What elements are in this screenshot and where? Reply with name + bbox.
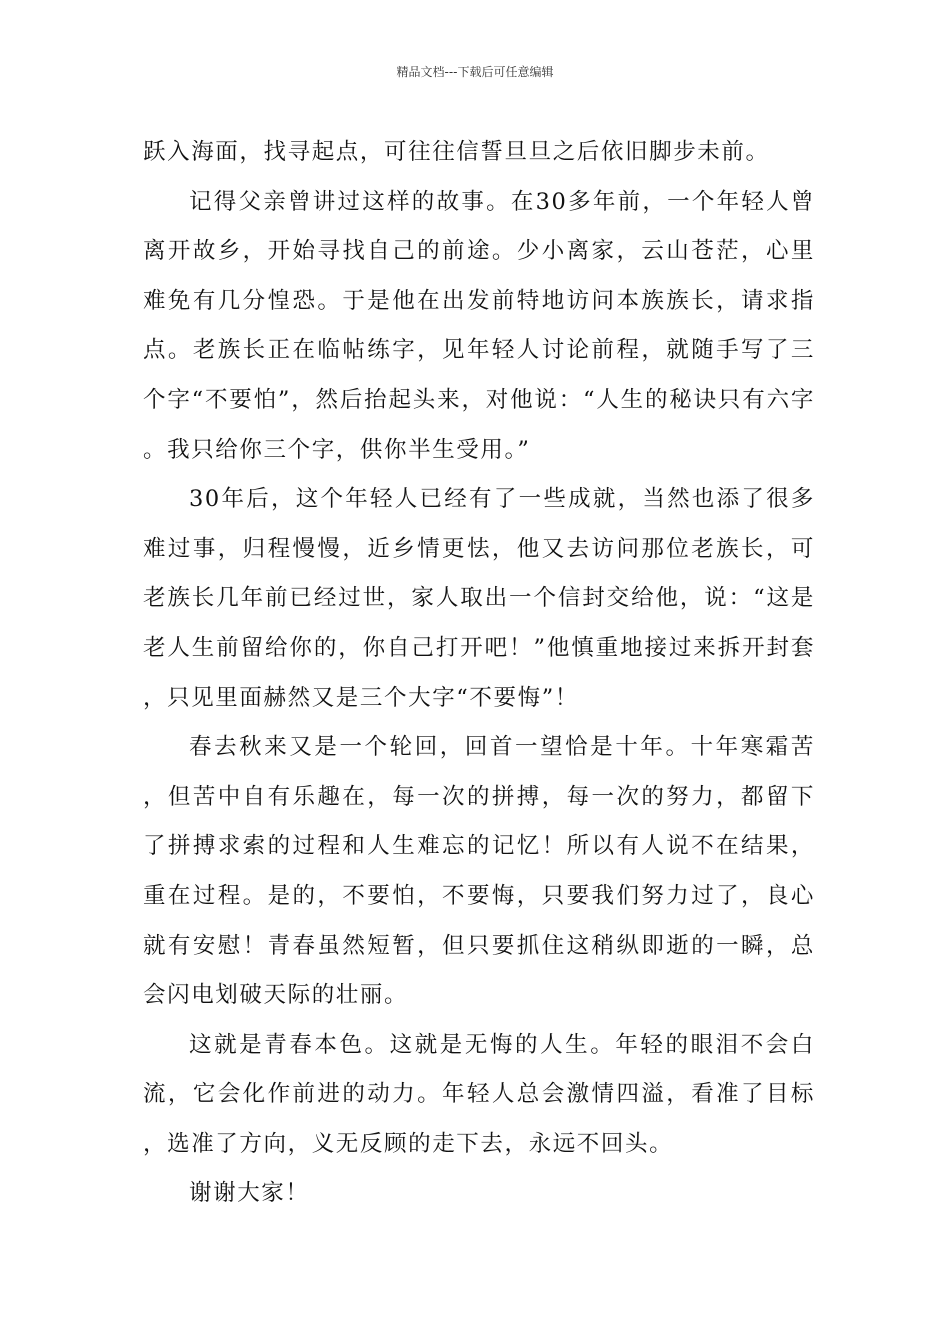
closing-line: 谢谢大家！: [189, 1180, 310, 1207]
document-body: [143, 128, 815, 1219]
page-header: 精品文档---下载后可任意编辑: [396, 65, 554, 79]
paragraph: 这就是青春本色。这就是无悔的人生。年轻的眼泪不会白流，它会化作前进的动力。年轻人总会激情四溢，看准了目标，选准了方向，义无反顾的走下去，永远不回头。: [143, 1031, 815, 1157]
paragraph: 记得父亲曾讲过这样的故事。在30多年前，一个年轻人曾离开故乡，开始寻找自己的前途。少小离家，云山苍茫，心里难免有几分惶恐。于是他在出发前特地访问本族族长，请求指点。老族长正在临帖练字，见年轻人讨论前程，就随手写了三个字“不要怕”，然后抬起头来，对他说：“人生的秘诀只有六字。我只给你三个字，供你半生受用。”: [143, 188, 815, 463]
paragraph: 春去秋来又是一个轮回，回首一望恰是十年。十年寒霜苦，但苦中自有乐趣在，每一次的拼搏，每一次的努力，都留下了拼搏求索的过程和人生难忘的记忆！所以有人说不在结果，重在过程。是的，不要怕，不要悔，只要我们努力过了，良心就有安慰！青春虽然短暂，但只要抓住这稍纵即逝的一瞬，总会闪电划破天际的壮丽。: [143, 734, 815, 1009]
paragraph: 30年后，这个年轻人已经有了一些成就，当然也添了很多难过事，归程慢慢，近乡情更怯，他又去访问那位老族长，可老族长几年前已经过世，家人取出一个信封交给他，说：“这是老人生前留给你的，你自己打开吧！”他慎重地接过来拆开封套，只见里面赫然又是三个大字“不要悔”！: [143, 486, 815, 711]
paragraph: 跃入海面，找寻起点，可往往信誓旦旦之后依旧脚步未前。: [143, 139, 770, 165]
